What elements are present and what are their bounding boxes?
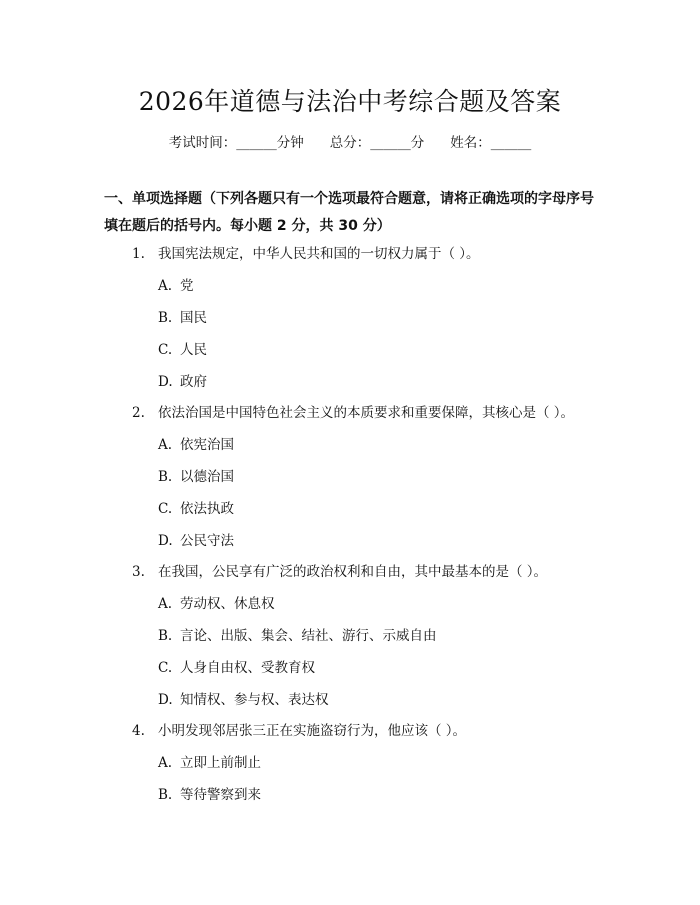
option-text: 国民 (180, 310, 207, 326)
option-letter: C. (158, 501, 173, 517)
option-letter: C. (158, 660, 173, 676)
question-text: 在我国，公民享有广泛的政治权利和自由，其中最基本的是（ ）。 (158, 564, 548, 580)
q1-option-a (158, 277, 194, 295)
question-4 (132, 722, 612, 740)
option-letter: D. (158, 533, 173, 549)
option-letter: B. (158, 310, 173, 326)
option-text: 以德治国 (180, 469, 234, 485)
option-letter: B. (158, 469, 173, 485)
question-text: 小明发现邻居张三正在实施盗窃行为，他应该（ ）。 (158, 723, 467, 739)
q3-option-a (158, 595, 275, 613)
option-text: 人民 (180, 342, 207, 358)
option-letter: B. (158, 628, 173, 644)
option-letter: C. (158, 342, 173, 358)
question-number: 4. (132, 723, 145, 739)
q1-option-c (158, 341, 207, 359)
question-number: 3. (132, 564, 145, 580)
option-letter: B. (158, 787, 173, 803)
q1-option-b (158, 309, 207, 327)
q2-option-b (158, 468, 234, 486)
section-heading-line-1: 一、单项选择题（下列各题只有一个选项最符合题意，请将正确选项的字母序号 (104, 191, 594, 207)
question-2 (132, 404, 612, 422)
question-text: 我国宪法规定，中华人民共和国的一切权力属于（ ）。 (158, 246, 480, 262)
q1-option-d (158, 373, 207, 391)
q2-option-c (158, 500, 234, 518)
q4-option-b (158, 786, 261, 804)
question-3 (132, 563, 612, 581)
question-number: 2. (132, 405, 145, 421)
option-text: 立即上前制止 (180, 755, 261, 771)
q3-option-c (158, 659, 315, 677)
option-text: 言论、出版、集会、结社、游行、示威自由 (180, 628, 437, 644)
q2-option-a (158, 436, 234, 454)
section-heading (104, 186, 604, 240)
q3-option-d (158, 691, 329, 709)
exam-info-row (0, 131, 700, 151)
option-letter: A. (158, 278, 173, 294)
question-number: 1. (132, 246, 145, 262)
q2-option-d (158, 532, 234, 550)
option-letter: A. (158, 755, 173, 771)
question-text: 依法治国是中国特色社会主义的本质要求和重要保障，其核心是（ ）。 (158, 405, 575, 421)
option-text: 劳动权、休息权 (180, 596, 275, 612)
option-letter: A. (158, 596, 173, 612)
name-field: 姓名：______ (450, 135, 532, 151)
option-text: 政府 (180, 374, 207, 390)
page-title: 2026年道德与法治中考综合题及答案 (138, 87, 562, 116)
q3-option-b (158, 627, 437, 645)
option-text: 知情权、参与权、表达权 (180, 692, 329, 708)
option-letter: D. (158, 692, 173, 708)
question-1 (132, 245, 612, 263)
section-heading-line-2: 填在题后的括号内。每小题 2 分，共 30 分） (104, 218, 391, 234)
total-score-field: 总分：______分 (329, 135, 425, 151)
exam-time-field: 考试时间：______分钟 (168, 135, 304, 151)
option-text: 党 (180, 278, 194, 294)
option-text: 公民守法 (180, 533, 234, 549)
q4-option-a (158, 754, 261, 772)
option-text: 等待警察到来 (180, 787, 261, 803)
option-text: 依宪治国 (180, 437, 234, 453)
option-text: 依法执政 (180, 501, 234, 517)
option-text: 人身自由权、受教育权 (180, 660, 315, 676)
option-letter: D. (158, 374, 173, 390)
option-letter: A. (158, 437, 173, 453)
